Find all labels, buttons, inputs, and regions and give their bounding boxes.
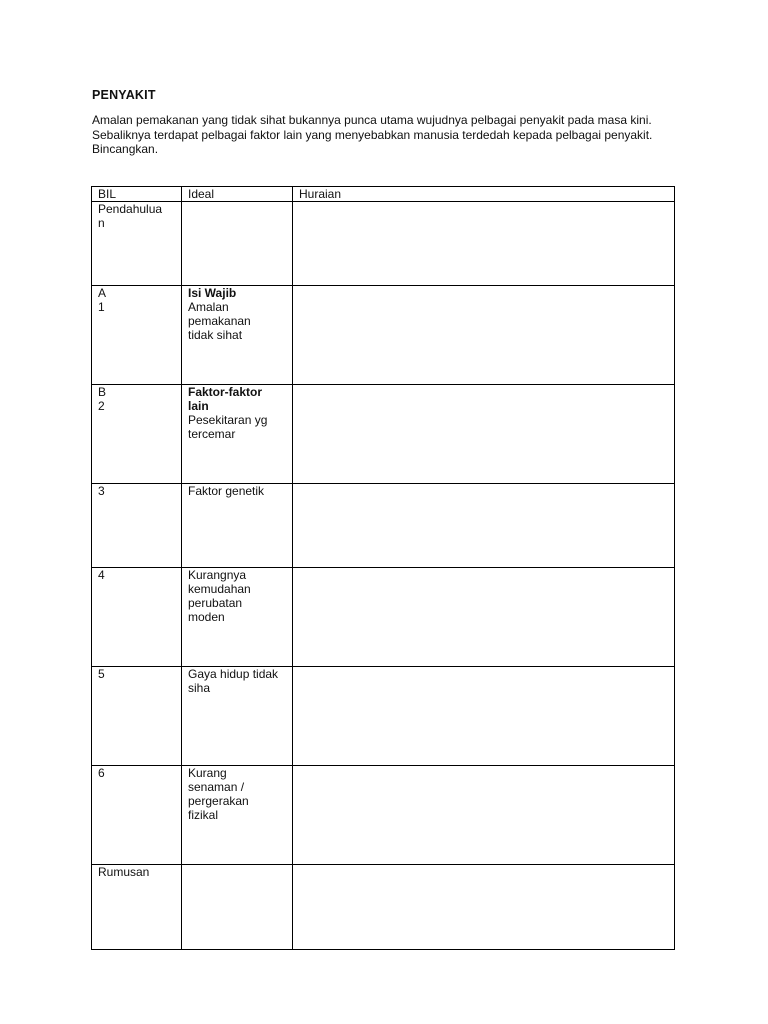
table-row: [92, 568, 675, 667]
ideal-text: senaman /: [188, 780, 245, 794]
ideal-text: tercemar: [188, 427, 236, 441]
ideal-text: Amalan: [188, 300, 229, 314]
ideal-heading: Isi Wajib: [188, 286, 237, 300]
bil-text: A: [98, 286, 107, 300]
essay-prompt: Amalan pemakanan yang tidak sihat bukannya punca utama wujudnya pelbagai penyakit pada masa kini. Sebaliknya terdapat pelbagai faktor lain yang menyebabkan manusia terdedah kepada pelbagai penyakit. Bincangkan.: [92, 113, 653, 156]
cell-huraian: [293, 568, 675, 667]
ideal-text: kemudahan: [188, 582, 251, 596]
ideal-text: pergerakan: [188, 794, 249, 808]
cell-ideal: [182, 286, 293, 385]
ideal-text: Gaya hidup tidak: [188, 667, 279, 681]
ideal-text: perubatan: [188, 596, 243, 610]
ideal-text: Faktor genetik: [188, 484, 265, 498]
table-row: [92, 484, 675, 568]
table-row: [92, 286, 675, 385]
ideal-text: Pesekitaran yg: [188, 413, 268, 427]
header-huraian: Huraian: [293, 187, 675, 202]
cell-ideal: [182, 202, 293, 286]
ideal-text: siha: [188, 681, 211, 695]
bil-text: 2: [98, 399, 105, 413]
cell-huraian: [293, 202, 675, 286]
cell-ideal: [182, 484, 293, 568]
ideal-text: Kurang: [188, 766, 227, 780]
cell-bil: [92, 385, 182, 484]
ideal-text: tidak sihat: [188, 328, 243, 342]
cell-ideal: [182, 766, 293, 865]
cell-ideal: [182, 667, 293, 766]
cell-huraian: [293, 286, 675, 385]
header-ideal: Ideal: [182, 187, 293, 202]
header-bil: BIL: [92, 187, 182, 202]
table-row: [92, 766, 675, 865]
cell-huraian: [293, 667, 675, 766]
ideal-text: Kurangnya: [188, 568, 247, 582]
cell-huraian: [293, 865, 675, 950]
document-title: PENYAKIT: [92, 88, 156, 102]
ideal-text: moden: [188, 610, 225, 624]
ideal-heading: lain: [188, 399, 209, 413]
outline-table: [91, 186, 675, 950]
ideal-heading: Faktor-faktor: [188, 385, 263, 399]
cell-ideal: [182, 385, 293, 484]
cell-bil: [92, 667, 182, 766]
cell-bil: [92, 202, 182, 286]
cell-bil: [92, 286, 182, 385]
cell-huraian: [293, 766, 675, 865]
bil-text: 3: [98, 484, 105, 498]
ideal-text: pemakanan: [188, 314, 251, 328]
cell-bil: [92, 865, 182, 950]
bil-text: 6: [98, 766, 105, 780]
cell-ideal: [182, 865, 293, 950]
table-row: [92, 202, 675, 286]
table-row: [92, 667, 675, 766]
cell-huraian: [293, 484, 675, 568]
cell-ideal: [182, 568, 293, 667]
cell-bil: [92, 766, 182, 865]
bil-text: 4: [98, 568, 105, 582]
bil-text: B: [98, 385, 107, 399]
bil-text: Rumusan: [98, 865, 150, 879]
table-row: [92, 865, 675, 950]
ideal-text: fizikal: [188, 808, 219, 822]
cell-bil: [92, 568, 182, 667]
cell-bil: [92, 484, 182, 568]
bil-text: 5: [98, 667, 105, 681]
bil-text: Pendahulua: [98, 202, 163, 216]
table-header-row: [92, 187, 675, 202]
bil-text: 1: [98, 300, 105, 314]
bil-text: n: [98, 216, 105, 230]
cell-huraian: [293, 385, 675, 484]
table-row: [92, 385, 675, 484]
